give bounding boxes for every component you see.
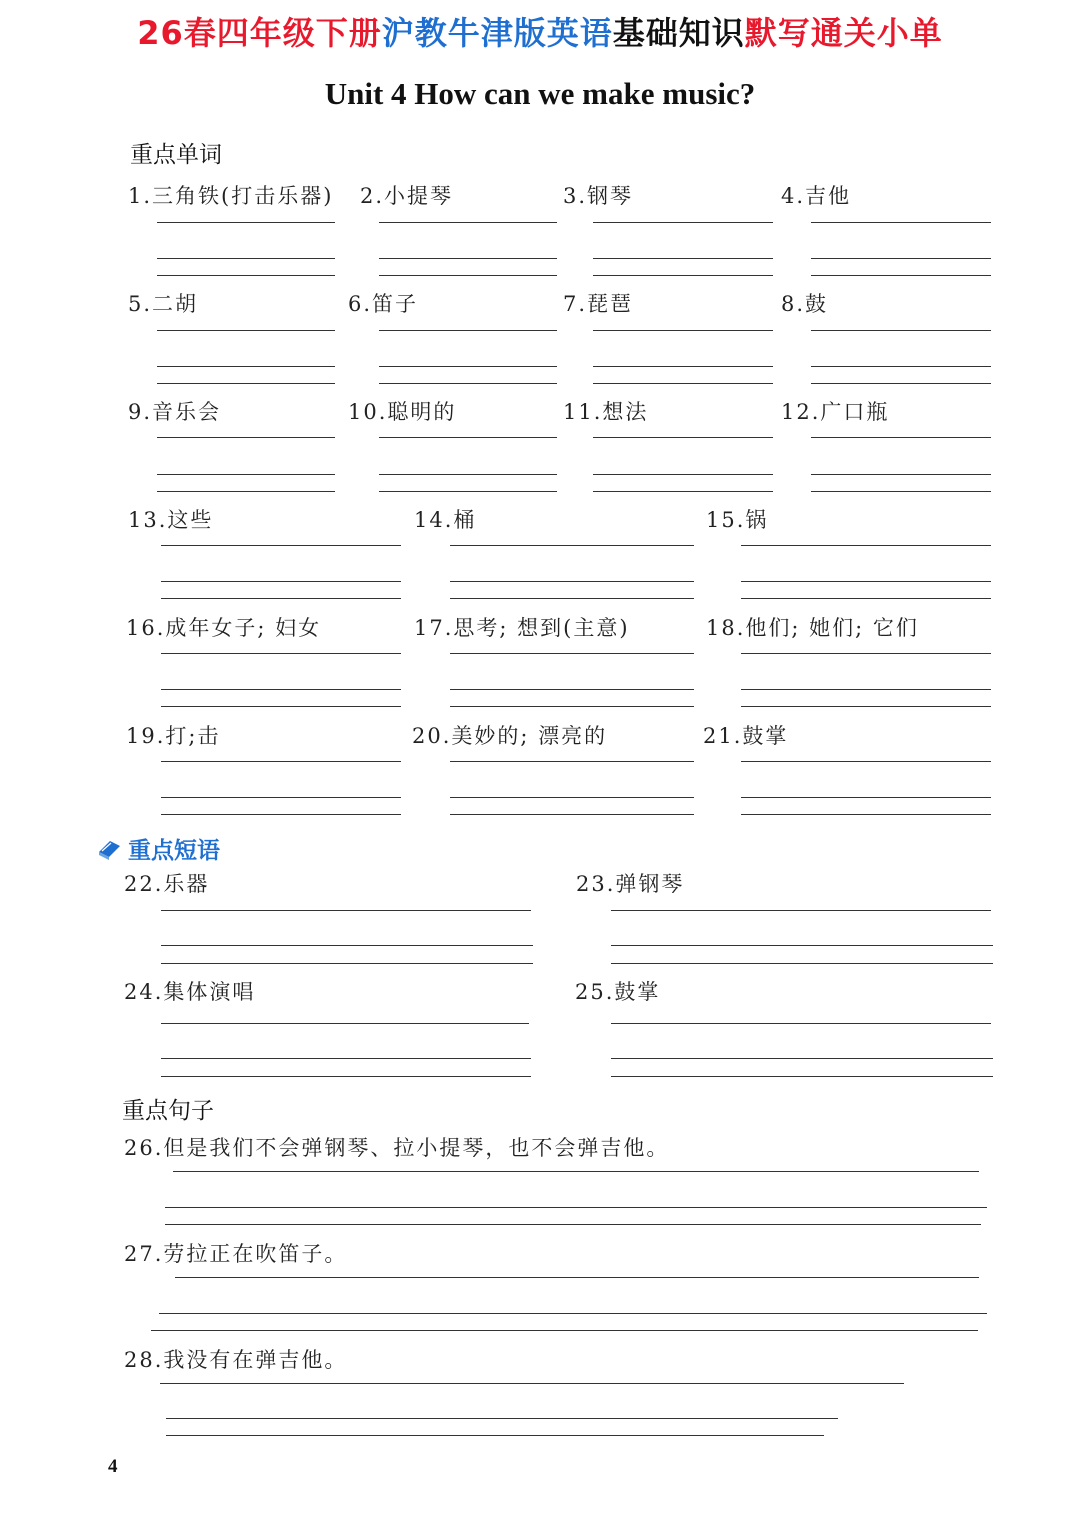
- answer-line[interactable]: [157, 437, 335, 438]
- answer-line[interactable]: [379, 222, 557, 223]
- answer-line[interactable]: [161, 545, 401, 546]
- answer-line[interactable]: [161, 581, 401, 582]
- word-item: 15.锅: [706, 508, 769, 532]
- section-key-words: 重点单词: [130, 142, 222, 168]
- answer-line[interactable]: [379, 258, 557, 259]
- answer-line[interactable]: [161, 814, 401, 815]
- word-item: 6.笛子: [348, 292, 419, 316]
- answer-line[interactable]: [593, 222, 773, 223]
- phrase-item: 24.集体演唱: [124, 980, 256, 1004]
- word-item: 10.聪明的: [348, 400, 457, 424]
- word-item: 17.思考; 想到(主意): [414, 616, 630, 640]
- answer-line[interactable]: [157, 474, 335, 475]
- banner-purpose: 默写通关小单: [744, 14, 943, 52]
- answer-line[interactable]: [161, 706, 401, 707]
- answer-line[interactable]: [593, 366, 773, 367]
- section-key-phrases: [96, 832, 220, 865]
- answer-line[interactable]: [741, 581, 991, 582]
- answer-line[interactable]: [379, 474, 557, 475]
- answer-line[interactable]: [741, 797, 991, 798]
- answer-line[interactable]: [161, 945, 533, 946]
- answer-line[interactable]: [166, 1418, 838, 1419]
- sentence-item: 27.劳拉正在吹笛子。: [124, 1242, 348, 1266]
- phrase-item: 25.鼓掌: [575, 980, 661, 1004]
- answer-line[interactable]: [741, 761, 991, 762]
- answer-line[interactable]: [741, 689, 991, 690]
- answer-line[interactable]: [379, 275, 557, 276]
- answer-line[interactable]: [161, 963, 533, 964]
- answer-line[interactable]: [161, 761, 401, 762]
- answer-line[interactable]: [161, 910, 531, 911]
- answer-line[interactable]: [159, 1313, 987, 1314]
- answer-line[interactable]: [450, 814, 694, 815]
- answer-line[interactable]: [450, 797, 694, 798]
- word-item: 16.成年女子; 妇女: [126, 616, 322, 640]
- answer-line[interactable]: [161, 1076, 531, 1077]
- answer-line[interactable]: [157, 258, 335, 259]
- answer-line[interactable]: [379, 366, 557, 367]
- answer-line[interactable]: [161, 1023, 529, 1024]
- page-number: 4: [108, 1456, 118, 1477]
- answer-line[interactable]: [161, 598, 401, 599]
- answer-line[interactable]: [379, 491, 557, 492]
- answer-line[interactable]: [450, 706, 694, 707]
- answer-line[interactable]: [741, 653, 991, 654]
- word-item: 8.鼓: [781, 292, 829, 316]
- word-item: 4.吉他: [781, 184, 852, 208]
- word-item: 1.三角铁(打击乐器): [128, 184, 334, 208]
- word-item: 12.广口瓶: [781, 400, 890, 424]
- answer-line[interactable]: [811, 437, 991, 438]
- book-icon: [96, 837, 124, 861]
- word-item: 18.他们; 她们; 它们: [706, 616, 919, 640]
- answer-line[interactable]: [157, 222, 335, 223]
- word-item: 13.这些: [128, 508, 214, 532]
- answer-line[interactable]: [593, 275, 773, 276]
- answer-line[interactable]: [593, 330, 773, 331]
- answer-line[interactable]: [811, 383, 991, 384]
- word-item: 7.琵琶: [563, 292, 634, 316]
- worksheet-banner: [0, 8, 1080, 54]
- answer-line[interactable]: [741, 706, 991, 707]
- answer-line[interactable]: [593, 474, 773, 475]
- answer-line[interactable]: [165, 1207, 987, 1208]
- answer-line[interactable]: [161, 689, 401, 690]
- answer-line[interactable]: [161, 797, 401, 798]
- answer-line[interactable]: [811, 275, 991, 276]
- answer-line[interactable]: [811, 330, 991, 331]
- answer-line[interactable]: [611, 1058, 993, 1059]
- answer-line[interactable]: [157, 366, 335, 367]
- answer-line[interactable]: [157, 383, 335, 384]
- banner-textbook: 沪教牛津版英语: [381, 14, 613, 52]
- answer-line[interactable]: [611, 963, 993, 964]
- word-item: 20.美妙的; 漂亮的: [412, 724, 608, 748]
- answer-line[interactable]: [611, 910, 991, 911]
- answer-line[interactable]: [151, 1330, 978, 1331]
- answer-line[interactable]: [593, 491, 773, 492]
- answer-line[interactable]: [379, 383, 557, 384]
- sentence-item: 26.但是我们不会弹钢琴、拉小提琴，也不会弹吉他。: [124, 1136, 670, 1160]
- answer-line[interactable]: [741, 545, 991, 546]
- answer-line[interactable]: [161, 1058, 531, 1059]
- unit-title: Unit 4 How can we make music?: [324, 76, 756, 111]
- word-item: 9.音乐会: [128, 400, 222, 424]
- answer-line[interactable]: [160, 1383, 904, 1384]
- answer-line[interactable]: [161, 653, 401, 654]
- answer-line[interactable]: [173, 1171, 979, 1172]
- phrase-item: 22.乐器: [124, 872, 210, 896]
- answer-line[interactable]: [450, 545, 694, 546]
- answer-line[interactable]: [593, 383, 773, 384]
- answer-line[interactable]: [157, 330, 335, 331]
- answer-line[interactable]: [166, 1435, 824, 1436]
- section-key-sentences: 重点句子: [122, 1098, 214, 1124]
- answer-line[interactable]: [611, 1023, 991, 1024]
- word-item: 11.想法: [563, 400, 649, 424]
- answer-line[interactable]: [811, 491, 991, 492]
- phrase-item: 23.弹钢琴: [576, 872, 685, 896]
- word-item: 5.二胡: [128, 292, 199, 316]
- word-item: 14.桶: [414, 508, 477, 532]
- answer-line[interactable]: [379, 437, 557, 438]
- answer-line[interactable]: [450, 689, 694, 690]
- word-item: 3.钢琴: [563, 184, 634, 208]
- word-item: 21.鼓掌: [703, 724, 789, 748]
- word-item: 2.小提琴: [360, 184, 454, 208]
- answer-line[interactable]: [611, 1076, 993, 1077]
- sentence-item: 28.我没有在弹吉他。: [124, 1348, 348, 1372]
- answer-line[interactable]: [165, 1224, 981, 1225]
- word-item: 19.打;击: [126, 724, 221, 748]
- answer-line[interactable]: [379, 330, 557, 331]
- answer-line[interactable]: [741, 598, 991, 599]
- answer-line[interactable]: [811, 366, 991, 367]
- answer-line[interactable]: [611, 945, 993, 946]
- answer-line[interactable]: [811, 474, 991, 475]
- answer-line[interactable]: [811, 258, 991, 259]
- banner-topic: 基础知识: [612, 14, 745, 52]
- answer-line[interactable]: [811, 222, 991, 223]
- answer-line[interactable]: [593, 258, 773, 259]
- answer-line[interactable]: [157, 275, 335, 276]
- answer-line[interactable]: [593, 437, 773, 438]
- banner-grade: 26春四年级下册: [137, 14, 382, 52]
- answer-line[interactable]: [450, 761, 694, 762]
- answer-line[interactable]: [450, 653, 694, 654]
- answer-line[interactable]: [741, 814, 991, 815]
- section-key-phrases-label: 重点短语: [128, 838, 220, 864]
- answer-line[interactable]: [175, 1277, 979, 1278]
- answer-line[interactable]: [450, 598, 694, 599]
- answer-line[interactable]: [450, 581, 694, 582]
- answer-line[interactable]: [157, 491, 335, 492]
